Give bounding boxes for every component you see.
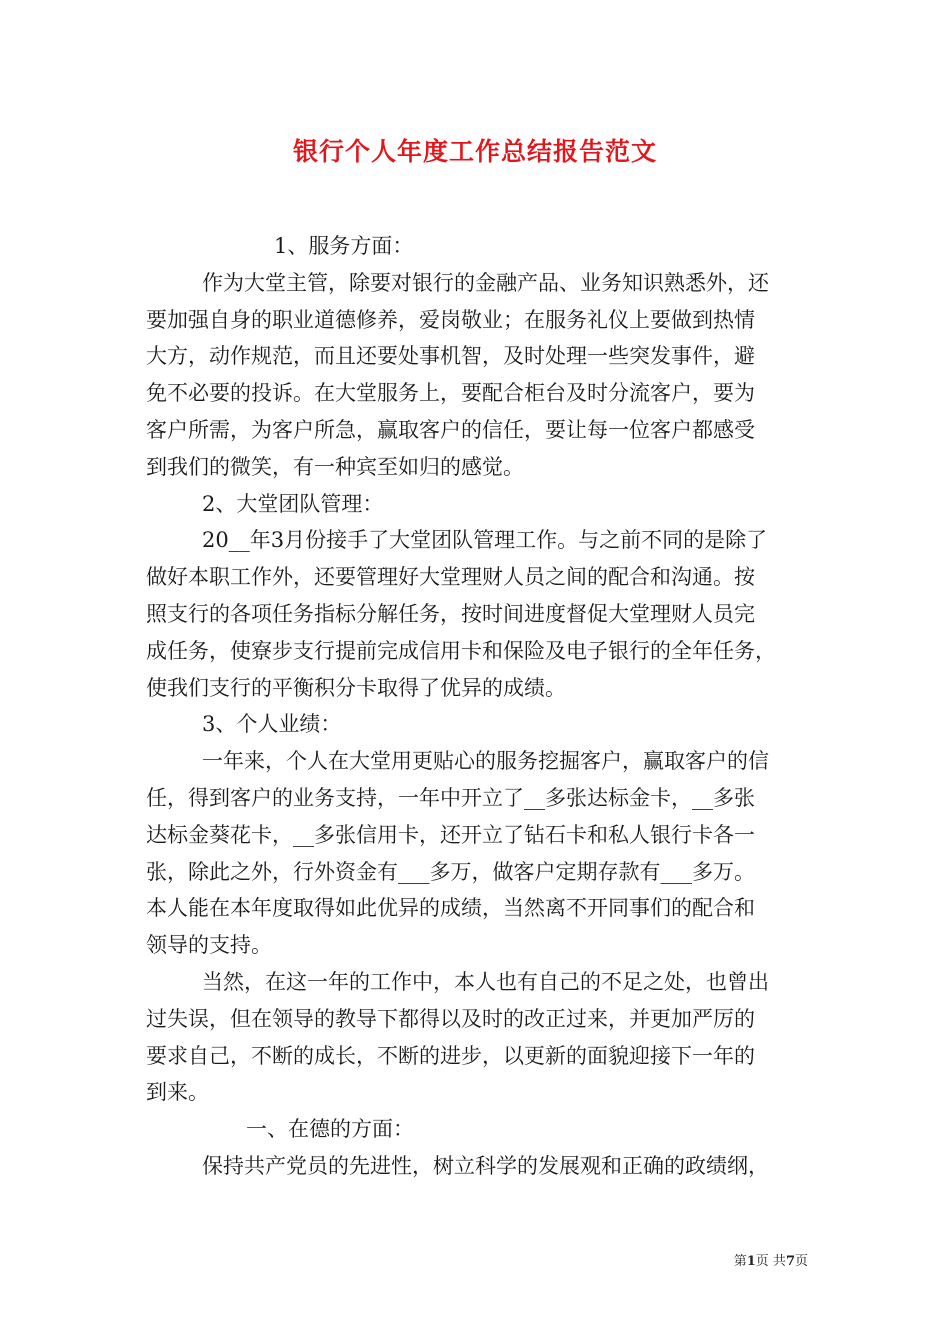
paragraph-line: 当然，在这一年的工作中，本人也有自己的不足之处，也曾出	[202, 969, 769, 994]
document-body	[146, 228, 808, 1185]
paragraph-line: 成任务，使寮步支行提前完成信用卡和保险及电子银行的全年任务，	[146, 638, 776, 663]
paragraph-line: 20__年3月份接手了大堂团队管理工作。与之前不同的是除了	[202, 528, 768, 553]
paragraph-line: 作为大堂主管，除要对银行的金融产品、业务知识熟悉外，还	[202, 270, 769, 295]
paragraph-line: 到我们的微笑，有一种宾至如归的感觉。	[146, 454, 524, 479]
paragraph-line: 过失误，但在领导的教导下都得以及时的改正过来，并更加严厉的	[146, 1006, 755, 1031]
page-footer	[0, 1250, 808, 1269]
footer-prefix: 第	[733, 1254, 747, 1269]
paragraph-line: 要加强自身的职业道德修养，爱岗敬业；在服务礼仪上要做到热情	[146, 307, 755, 332]
total-page-count: 7	[785, 1254, 795, 1269]
current-page-number: 1	[746, 1254, 756, 1269]
heading-morality: 一、在德的方面：	[246, 1117, 414, 1142]
heading-personal-performance: 3、个人业绩：	[202, 712, 342, 737]
paragraph-line: 免不必要的投诉。在大堂服务上，要配合柜台及时分流客户，要为	[146, 381, 755, 406]
heading-team-management: 2、大堂团队管理：	[202, 491, 384, 516]
paragraph-line: 到来。	[146, 1080, 209, 1105]
paragraph-line: 保持共产党员的先进性，树立科学的发展观和正确的政绩纲，	[202, 1153, 769, 1178]
paragraph-line: 大方，动作规范，而且还要处事机智，及时处理一些突发事件，避	[146, 344, 755, 369]
paragraph-line: 一年来，个人在大堂用更贴心的服务挖掘客户，赢取客户的信	[202, 749, 769, 774]
heading-service: 1、服务方面：	[274, 234, 414, 258]
paragraph-line: 张，除此之外，行外资金有___多万，做客户定期存款有___多万。	[146, 859, 755, 884]
paragraph-line: 做好本职工作外，还要管理好大堂理财人员之间的配合和沟通。按	[146, 565, 755, 590]
paragraph-line: 客户所需，为客户所急，赢取客户的信任，要让每一位客户都感受	[146, 417, 755, 442]
paragraph-line: 本人能在本年度取得如此优异的成绩，当然离不开同事们的配合和	[146, 896, 755, 921]
paragraph-line: 领导的支持。	[146, 933, 272, 958]
paragraph-line: 要求自己，不断的成长，不断的进步，以更新的面貌迎接下一年的	[146, 1043, 755, 1068]
paragraph-line: 照支行的各项任务指标分解任务，按时间进度督促大堂理财人员完	[146, 601, 755, 626]
paragraph-line: 使我们支行的平衡积分卡取得了优异的成绩。	[146, 675, 566, 700]
paragraph-line: 任，得到客户的业务支持，一年中开立了__多张达标金卡，__多张	[146, 785, 755, 810]
paragraph-line: 达标金葵花卡，__多张信用卡，还开立了钻石卡和私人银行卡各一	[146, 822, 755, 847]
document-title: 银行个人年度工作总结报告范文	[292, 137, 657, 166]
footer-suffix: 页	[794, 1254, 808, 1269]
footer-middle: 页 共	[755, 1254, 786, 1269]
